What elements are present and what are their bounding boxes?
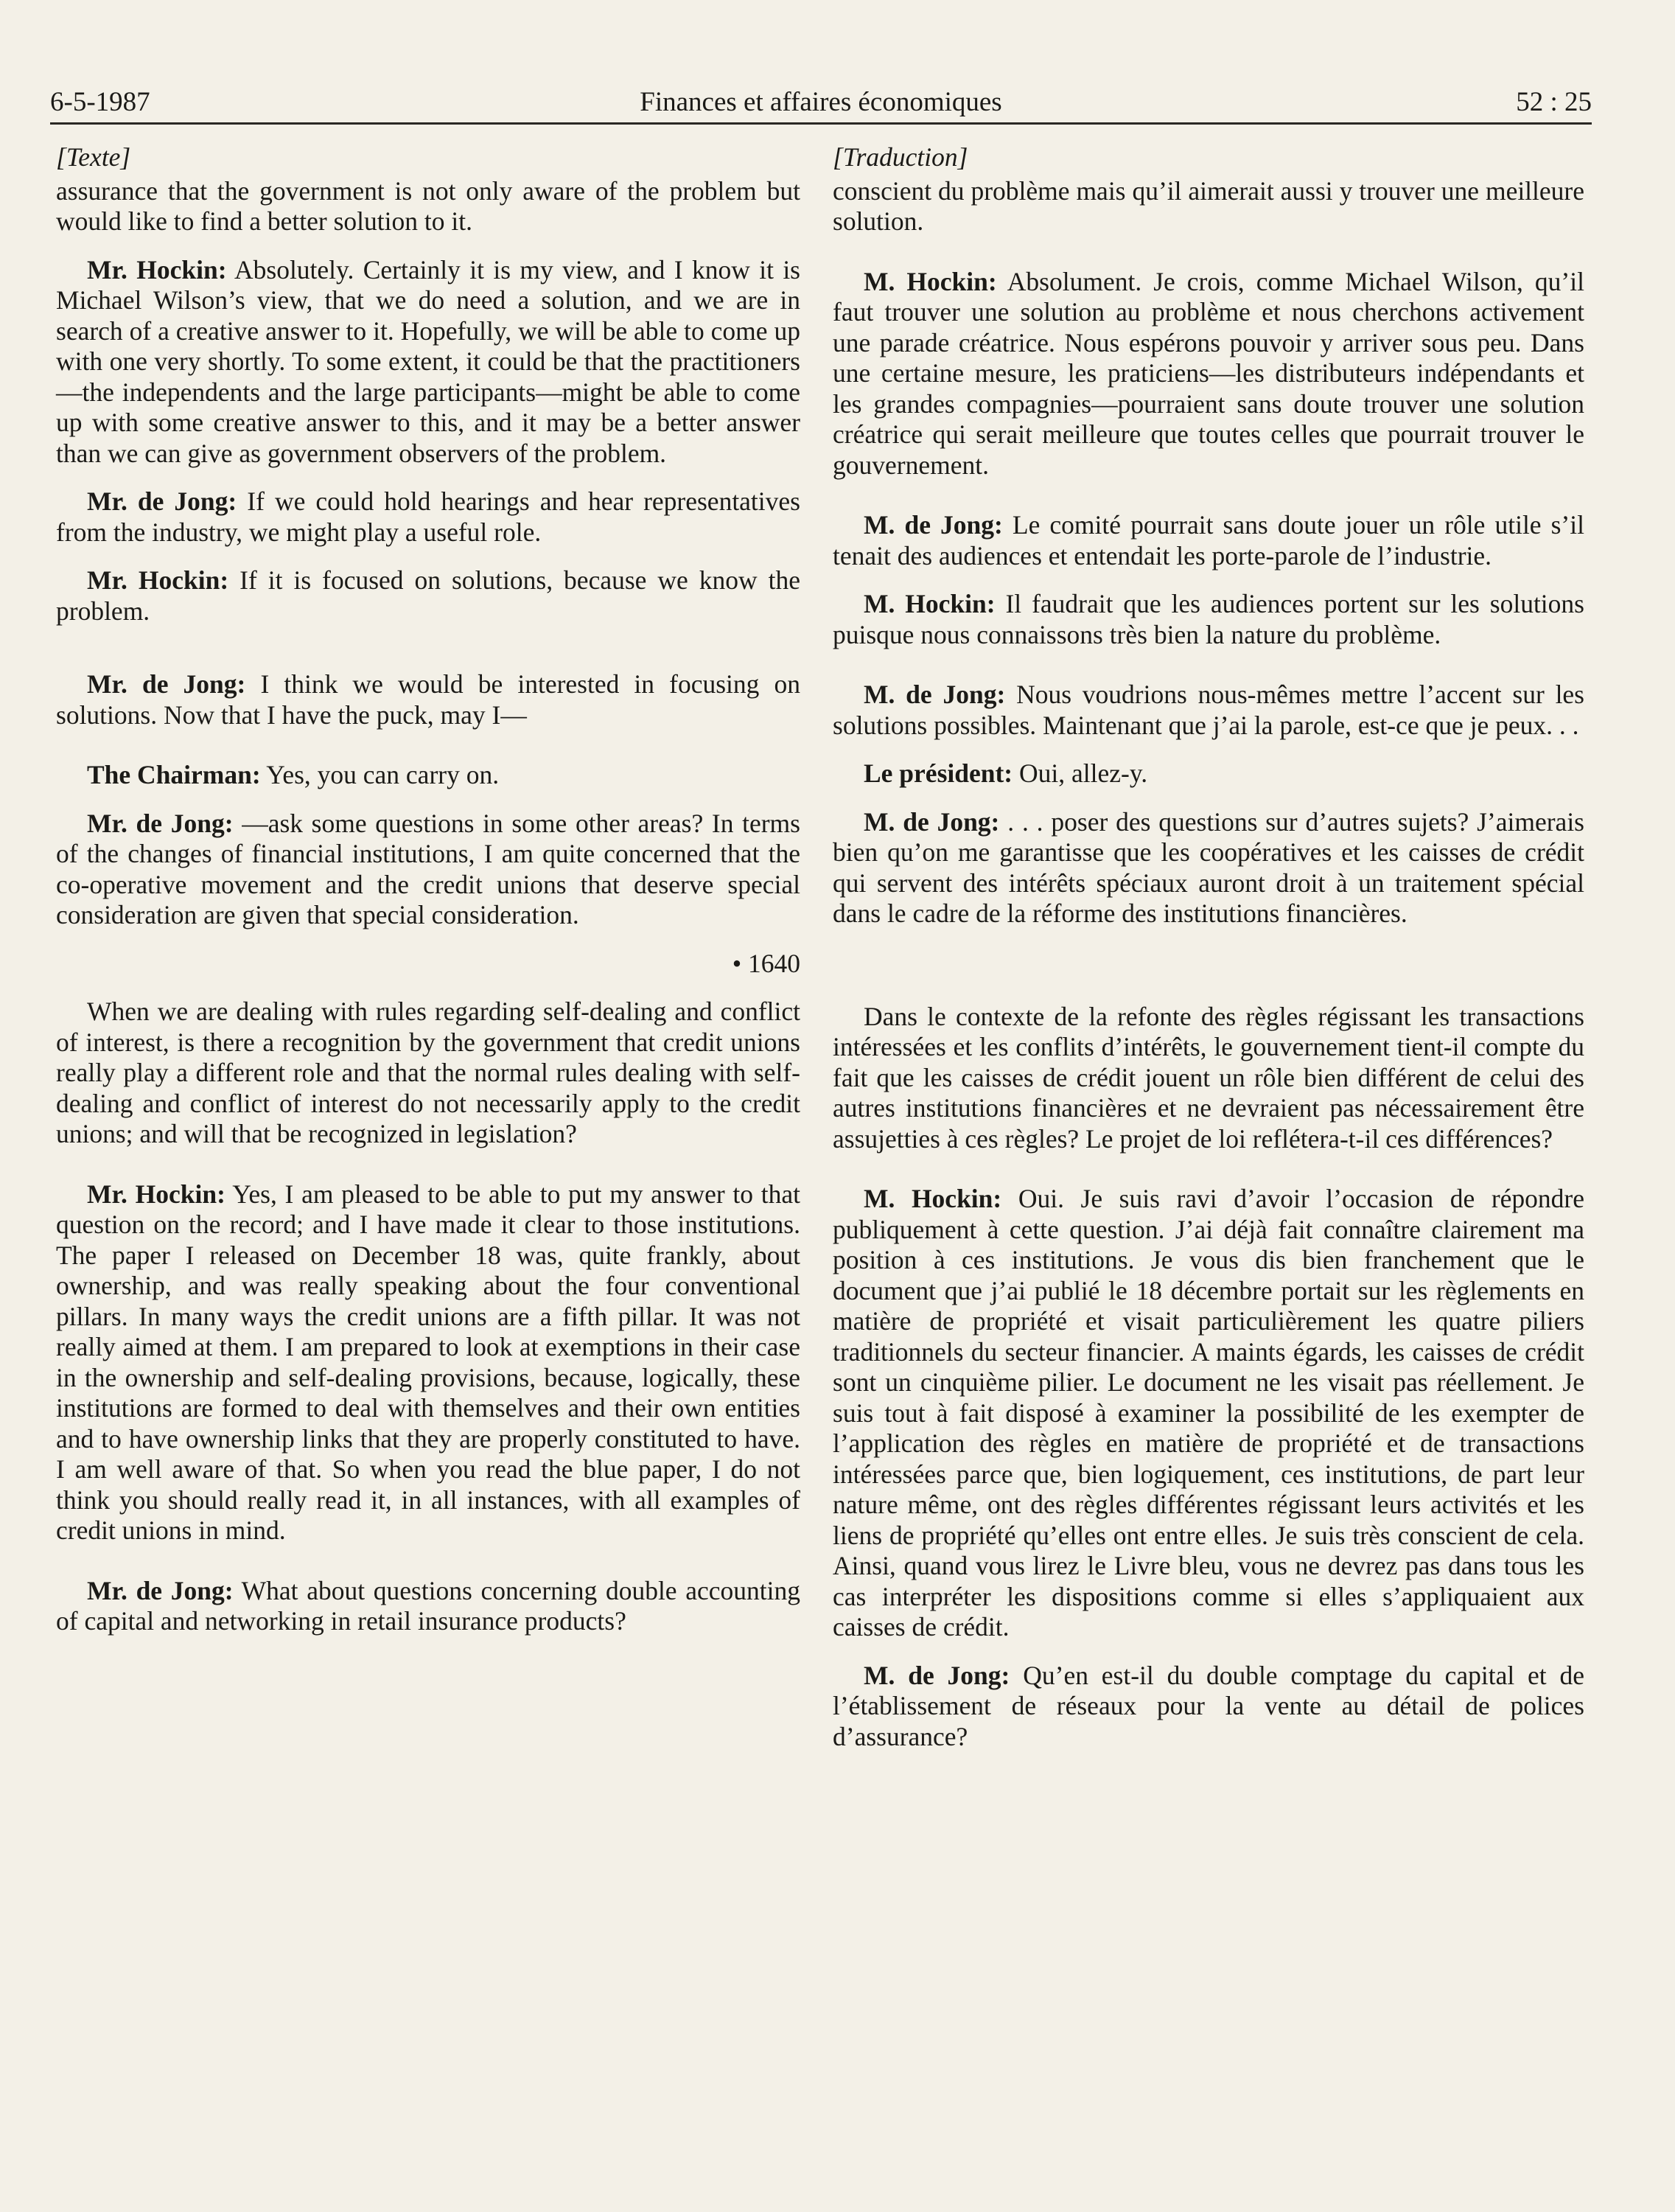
speaker-name: M. Hockin: [864, 1184, 1002, 1213]
english-column [56, 142, 800, 1637]
speech-text: Il faudrait que les audiences portent sur les solutions puisque nous connaissons très bien la nature du problème. [833, 589, 1584, 649]
paragraph [56, 486, 800, 548]
speaker-name: The Chairman: [87, 760, 261, 789]
header-date: 6-5-1987 [50, 87, 150, 117]
paragraph: assurance that the government is not only aware of the problem but would like to find a better solution to it. [56, 175, 800, 236]
column-label-traduction: [Traduction] [833, 142, 968, 172]
speaker-name: M. de Jong: [864, 806, 1000, 837]
speech-text: Absolutely. Certainly it is my view, and I know it is Michael Wilson’s view, that we do need a solution, and we are in search of a creative answer to it. Hopefully, we will be able to come up with one very shortly. To some extent, it could be that the practitioners—the independents and the large participants—might be able to come up with some creative answer to this, and it may be a better answer than we can give as government observers of the problem. [56, 254, 800, 468]
speaker-name: Mr. Hockin: [87, 254, 227, 285]
paragraph [833, 758, 1584, 789]
speech-text: Absolument. Je crois, comme Michael Wilson, qu’il faut trouver une solution au problème et nous cherchons activement une parade créatrice. Nous espérons pouvoir y arriver sous peu. Dans une certaine mesure, les praticiens—les distributeurs indépendants et les grandes compagnies—pourraient sans doute trouver une solution créatrice qui serait meilleure que toutes celles que pourrait trouver le gouvernement. [833, 266, 1584, 480]
speech-text: Oui. Je suis ravi d’avoir l’occasion de répondre publiquement à cette question. J’ai déjà fait connaître clairement ma position à ces institutions. Je vous dis bien franchement que le document que j’ai publié le 18 décembre portait sur les règlements en matière de propriété et visait particulièrement les quatre piliers traditionnels du secteur financier. A maints égards, les caisses de crédit sont un cinquième pilier. Le document ne les visait pas réellement. Je suis tout à fait disposé à examiner la possibilité de les exempter de l’application des règles en matière de propriété et de transactions intéressées parce que, bien logiquement, ces institutions, de part leur nature même, ont des règles différentes régissant leurs activités et les liens de propriété qu’elles ont entre elles. Je suis très conscient de cela. Ainsi, quand vous lirez le Livre bleu, vous ne devrez pas dans tous les cas interpréter les dispositions comme si elles s’appliquaient aux caisses de crédit. [833, 1184, 1584, 1641]
speech-text: Le comité pourrait sans doute jouer un rôle utile s’il tenait des audiences et entendait les porte-parole de l’industrie. [833, 510, 1584, 571]
speaker-name: Mr. de Jong: [87, 486, 237, 516]
paragraph [833, 510, 1584, 571]
paragraph [833, 807, 1584, 929]
speaker-name: Mr. Hockin: [87, 1179, 225, 1209]
paragraph [56, 760, 800, 791]
paragraph: conscient du problème mais qu’il aimerait aussi y trouver une meilleure solution. [833, 175, 1584, 236]
speaker-name: Mr. Hockin: [87, 565, 229, 595]
timestamp-marker: • 1640 [732, 948, 800, 978]
column-label-texte: [Texte] [56, 142, 131, 172]
paragraph [833, 267, 1584, 481]
paragraph [56, 669, 800, 730]
french-column [833, 142, 1584, 1752]
speaker-name: M. Hockin: [864, 266, 997, 296]
paragraph [833, 589, 1584, 650]
speech-text: Yes, I am pleased to be able to put my answer to that question on the record; and I have made it clear to those institutions. The paper I released on December 18 was, quite frankly, about ownership, and was really speaking about the four conventional pillars. In many ways the credit unions are a fifth pillar. It was not really aimed at them. I am prepared to look at exemptions in their case in the ownership and self-dealing provisions, because, logically, these institutions are formed to deal with themselves and their own entities and to have ownership links that they are properly constituted to have. I am well aware of that. So when you read the blue paper, I do not think you should really read it, in all instances, with all examples of credit unions in mind. [56, 1179, 800, 1545]
paragraph [56, 1576, 800, 1637]
paragraph: Dans le contexte de la refonte des règles régissant les transactions intéressées et les conflits d’intérêts, le gouvernement tient-il compte du fait que les caisses de crédit jouent un rôle bien différent de celui des autres institutions financières et ne devraient pas nécessairement être assujetties à ces règles? Le projet de loi reflétera-t-il ces différences? [833, 1001, 1584, 1154]
paragraph [56, 1179, 800, 1546]
paragraph [833, 1184, 1584, 1643]
speaker-name: M. Hockin: [864, 589, 996, 618]
speech-text: . . . poser des questions sur d’autres sujets? J’aimerais bien qu’on me garantisse que les coopératives et les caisses de crédit qui servent des intérêts spéciaux auront droit à un traitement spécial dans le cadre de la réforme des institutions financières. [833, 806, 1584, 928]
speaker-name: M. de Jong: [864, 680, 1006, 709]
paragraph [56, 255, 800, 470]
speech-text: Oui, allez-y. [1013, 758, 1148, 788]
paragraph: When we are dealing with rules regarding self-dealing and conflict of interest, is there a recognition by the government that credit unions really play a different role and that the normal rules dealing with self-dealing and conflict of interest do not necessarily apply to the credit unions; and will that be recognized in legislation? [56, 997, 800, 1148]
speaker-name: M. de Jong: [864, 1660, 1010, 1690]
paragraph [56, 809, 800, 931]
speech-text: —ask some questions in some other areas? In terms of the changes of financial institutions, I am quite concerned that the co-operative movement and the credit unions that deserve special consideration are given that special consideration. [56, 808, 800, 929]
page-header [50, 83, 1592, 125]
speaker-name: Le président: [864, 758, 1013, 788]
speaker-name: Mr. de Jong: [87, 1575, 234, 1605]
speech-text: If we could hold hearings and hear representatives from the industry, we might play a useful role. [56, 486, 800, 547]
speech-text: If it is focused on solutions, because we know the problem. [56, 565, 800, 626]
speech-text: What about questions concerning double accounting of capital and networking in retail insurance products? [56, 1575, 800, 1636]
paragraph [833, 680, 1584, 741]
speaker-name: Mr. de Jong: [87, 808, 234, 838]
speech-text: Qu’en est-il du double comptage du capital et de l’établissement de réseaux pour la vente au détail de polices d’assurance? [833, 1660, 1584, 1751]
header-page-number: 52 : 25 [1516, 87, 1592, 117]
speaker-name: Mr. de Jong: [87, 669, 246, 699]
speaker-name: M. de Jong: [864, 510, 1003, 540]
speech-text: I think we would be interested in focusing on solutions. Now that I have the puck, may I— [56, 669, 800, 730]
speech-text: Yes, you can carry on. [260, 760, 500, 789]
paragraph [56, 565, 800, 627]
paragraph [833, 1661, 1584, 1753]
header-title: Finances et affaires économiques [640, 87, 1002, 117]
speech-text: Nous voudrions nous-mêmes mettre l’accent sur les solutions possibles. Maintenant que j’ai la parole, est-ce que je peux. . . [833, 680, 1585, 740]
